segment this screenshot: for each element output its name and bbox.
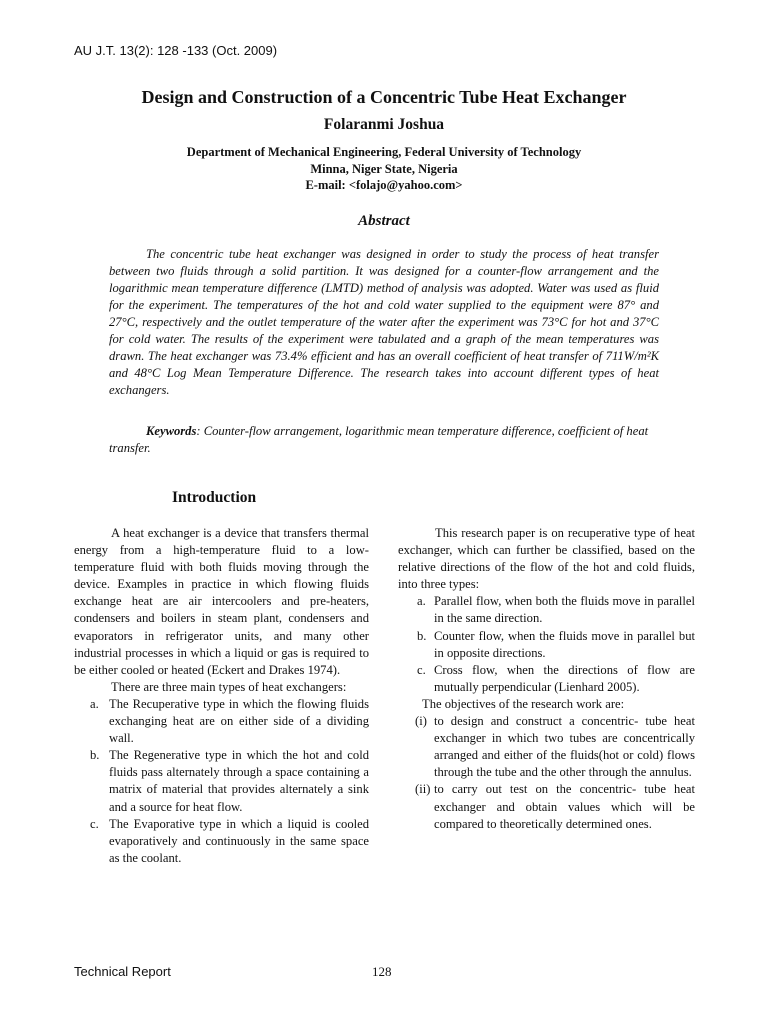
list-item xyxy=(398,628,695,662)
list-label: b. xyxy=(90,748,100,763)
list-text: The Recuperative type in which the flowing fluids exchanging heat are on either side of a dividing wall. xyxy=(109,696,369,746)
list-item xyxy=(74,747,369,815)
list-label: a. xyxy=(417,594,426,609)
list-text: to carry out test on the concentric- tube heat exchanger and obtain values which will be compared to theoretically determined ones. xyxy=(434,782,695,831)
intro-paragraph: This research paper is on recuperative type of heat exchanger, which can further be classified, based on the relative directions of the flow of the hot and cold fluids, into three types: xyxy=(398,526,695,592)
list-item xyxy=(74,696,369,747)
right-column xyxy=(398,525,695,833)
author-name: Folaranmi Joshua xyxy=(323,116,445,133)
list-text: The Evaporative type in which a liquid is cooled evaporatively and continuously in the same space as the coolant. xyxy=(109,816,369,865)
list-label: a. xyxy=(90,696,99,711)
list-item xyxy=(398,713,695,781)
list-text: Cross flow, when the directions of flow are mutually perpendicular (Lienhard 2005). xyxy=(434,662,695,694)
list-item xyxy=(398,781,695,832)
objectives-lead: The objectives of the research work are: xyxy=(422,696,625,711)
list-label: c. xyxy=(90,816,99,831)
affiliation-location: Minna, Niger State, Nigeria xyxy=(310,161,458,176)
list-item xyxy=(398,593,695,627)
introduction-heading: Introduction xyxy=(172,489,257,506)
list-label: (i) xyxy=(415,714,427,729)
list-item xyxy=(74,816,369,867)
list-text: Parallel flow, when both the fluids move in parallel in the same direction. xyxy=(434,594,695,626)
list-label: (ii) xyxy=(415,782,431,797)
list-text: to design and construct a concentric- tube heat exchanger in which two tubes are concentrically arranged and either of the fluids(hot or cold) flows through the tube and the other through the annulus. xyxy=(434,714,695,780)
intro-types-lead: There are three main types of heat exchangers: xyxy=(111,679,347,694)
abstract-heading: Abstract xyxy=(358,213,410,229)
keywords-label: Keywords xyxy=(146,424,197,438)
abstract-body: The concentric tube heat exchanger was designed in order to study the process of heat transfer between two fluids through a solid partition. It was designed for a counter-flow arrangement and the logarithmic mean temperature difference (LMTD) method of analysis was adopted. Water was used as fluid for the experiment. The temperatures of the hot and cold water supplied to the equipment were 87° and 27°C, respectively and the outlet temperature of the water after the experiment was 73°C for hot and 37°C for cold water. The results of the experiment were tabulated and a graph of the mean temperatures was drawn. The heat exchanger was 73.4% efficient and has an overall coefficient of heat transfer of 711W/m²K and 48°C Log Mean Temperature Difference. The research takes into account different types of heat exchangers. xyxy=(109,247,659,397)
left-column xyxy=(74,525,369,867)
list-label: c. xyxy=(417,662,426,677)
journal-header: AU J.T. 13(2): 128 -133 (Oct. 2009) xyxy=(74,43,278,58)
affiliation xyxy=(0,144,768,194)
list-text: The Regenerative type in which the hot and cold fluids pass alternately through a space containing a matrix of material that provides alternately a sink and a source for heat flow. xyxy=(109,748,369,814)
affiliation-department: Department of Mechanical Engineering, Federal University of Technology xyxy=(186,145,582,159)
intro-paragraph: A heat exchanger is a device that transfers thermal energy from a high-temperature fluid to a low-temperature fluid with both fluids moving through the device. Examples in practice in which flowing fluids exchange heat are air intercoolers and pre-heaters, condensers and boilers in steam plant, condensers and evaporators in refrigerator units, and many other industrial processes in which a liquid or gas is required to be either cooled or heated (Eckert and Drakes 1974). xyxy=(74,526,369,677)
affiliation-email: E-mail: <folajo@yahoo.com> xyxy=(305,178,463,192)
footer-label: Technical Report xyxy=(74,964,171,979)
page-title: Design and Construction of a Concentric Tube Heat Exchanger xyxy=(141,87,627,107)
list-text: Counter flow, when the fluids move in parallel but in opposite directions. xyxy=(434,628,695,660)
list-item xyxy=(398,662,695,696)
keywords-text: : Counter-flow arrangement, logarithmic mean temperature difference, coefficient of heat transfer. xyxy=(109,424,649,455)
page-number: 128 xyxy=(372,964,392,979)
list-label: b. xyxy=(417,628,427,643)
keywords xyxy=(109,423,659,457)
